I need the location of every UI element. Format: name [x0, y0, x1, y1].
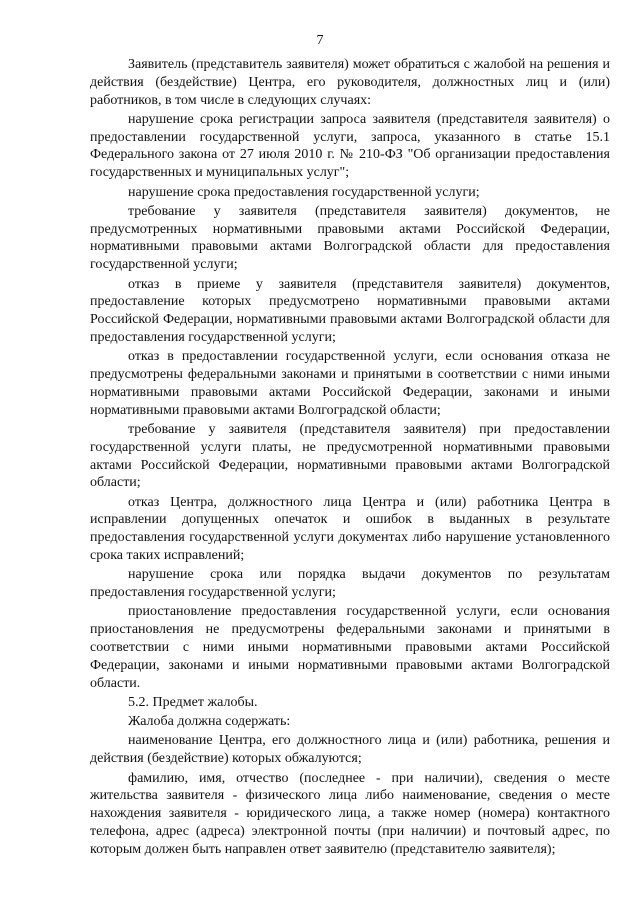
paragraph-issue-term: нарушение срока или порядка выдачи документов по результатам предоставления государственной услуги;: [90, 567, 610, 601]
paragraph-fee-demand: требование у заявителя (представителя заявителя) при предоставлении государственной услуги платы, не предусмотренной нормативными правовыми актами Российской Федерации, нормативными правовыми актами Волгоградской области;: [90, 421, 610, 491]
paragraph-registration-term: нарушение срока регистрации запроса заявителя (представителя заявителя) о предоставлении государственной услуги, запроса, указанного в статье 15.1 Федерального закона от 27 июля 2010 г. № 210-ФЗ "Об организации предоставления государственных и муниципальных услуг";: [90, 111, 610, 181]
paragraph-intro: Заявитель (представитель заявителя) может обратиться с жалобой на решения и действия (бездействие) Центра, его руководителя, должностных лиц и (или) работников, в том числе в следующих случаях:: [90, 57, 610, 108]
paragraph-applicant-details: фамилию, имя, отчество (последнее - при наличии), сведения о месте жительства заявителя - физического лица либо наименование, сведения о месте нахождения заявителя - юридического лица, а также номер (номера) контактного телефона, адрес (адреса) электронной почты (при наличии) и почтовый адрес, по которым должен быть направлен ответ заявителю (представителю заявителя);: [90, 770, 610, 857]
paragraph-refusal-service: отказ в предоставлении государственной услуги, если основания отказа не предусмотрены федеральными законами и принятыми в соответствии с ними иными нормативными правовыми актами Российской Федерации, законами и иными нормативными правовыми актами Волгоградской области;: [90, 349, 610, 418]
paragraph-center-name: наименование Центра, его должностного лица и (или) работника, решения и действия (бездействие) которых обжалуются;: [90, 733, 610, 767]
paragraph-documents-demand: требование у заявителя (представителя заявителя) документов, не предусмотренных нормативными правовыми актами Российской Федерации, нормативными правовыми актами Волгоградской области для предоставления государственной услуги;: [90, 203, 610, 273]
document-body: [90, 56, 610, 860]
paragraph-suspension: приостановление предоставления государственной услуги, если основания приостановления не предусмотрены федеральными законами и принятыми в соответствии с ними иными нормативными правовыми актами Российской Федерации, законами и иными нормативными правовыми актами Волгоградской области.: [90, 604, 610, 691]
paragraph-correction-refusal: отказ Центра, должностного лица Центра и (или) работника Центра в исправлении допущенных опечаток и ошибок в выданных в результате предоставления государственной услуги документах либо нарушение установленного срока таких исправлений;: [90, 494, 610, 564]
paragraph-refusal-accept: отказ в приеме у заявителя (представителя заявителя) документов, предоставление которых предусмотрено нормативными правовыми актами Российской Федерации, нормативными правовыми актами Волгоградской области для предоставления государственной услуги;: [90, 276, 610, 345]
page-number: 7: [316, 33, 324, 48]
section-heading-5-2: 5.2. Предмет жалобы.: [128, 694, 258, 710]
paragraph-service-term: нарушение срока предоставления государственной услуги;: [128, 184, 480, 200]
paragraph-complaint-contents: Жалоба должна содержать:: [128, 714, 291, 730]
